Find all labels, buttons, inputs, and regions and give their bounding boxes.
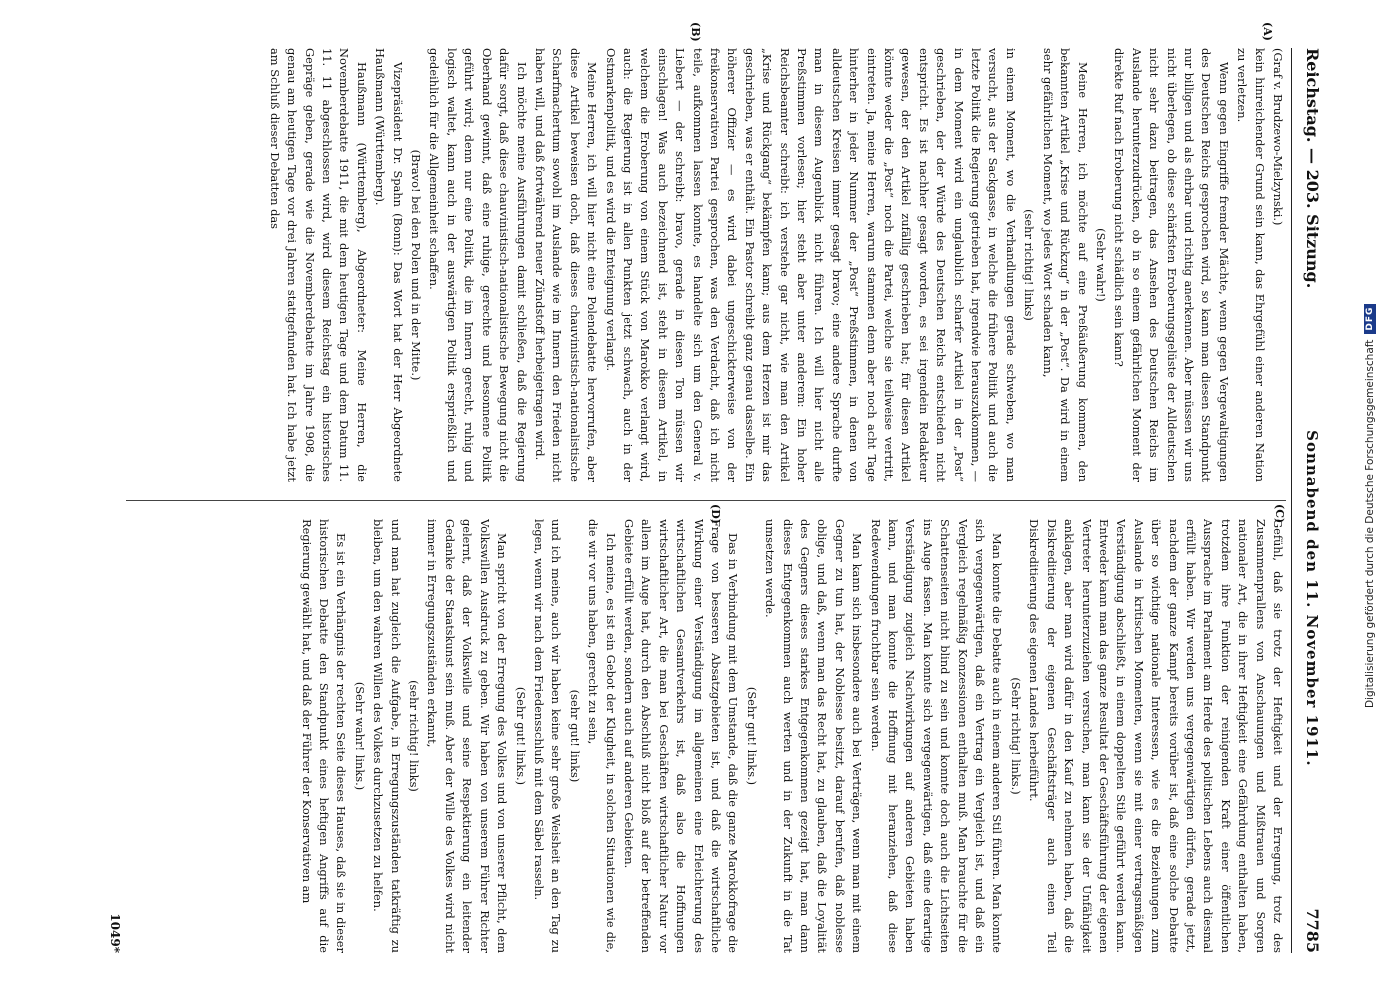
marker-c: (C) (1273, 504, 1286, 524)
paragraph: und ich meine, auch wir haben keine sehr große Weisheit an den Tag zu legen, wenn wir nach dem Friedensschluß mit dem Säbel rasseln. (531, 519, 564, 953)
right-column (126, 519, 1286, 953)
marker-a: (A) (1261, 22, 1274, 41)
paragraph: (Graf v. Brudzewo-Mielzynski.) (1271, 48, 1285, 226)
paragraph: Haußmann (Württemberg), Abgeordneter: Meine Herren, die Novemberdebatte 1911, die mit dem heutigen Tage und dem Datum 11. 11. 11 abgeschlossen wird, wird diesem Reichstag ein historisches Gepräge geben, gerade wie die Novemberdebatte im Jahre 1908, die genau am heutigen Tage vor drei Jahren stattgefunden hat. Ich habe jetzt am Schluß dieser Debatten das (267, 48, 369, 482)
side-note-text: Digitalisierung gefördert durch die Deutsche Forschungsgemeinschaft (1364, 339, 1376, 708)
dfg-logo: DFG (1364, 304, 1376, 334)
paragraph: Meine Herren, ich möchte auf eine Preßäußerung kommen, den bekannten Artikel „Krise und Rückzug“ in der „Post“. Da wird in einem sehr gefährlichen Moment, wo jedes Wort schaden kann, (1040, 48, 1090, 482)
paragraph: Wenn gegen Eingriffe fremder Mächte, wenn gegen Vergewaltigungen des Deutschen Reichs gesprochen wird, so kann man diesen Standpunkt nur billigen und als ehrbar und richtig anerkennen. Aber müssen wir uns nicht überlegen, ob diese schärfsten Eroberungsgelüste der Alldeutschen nicht sehr dazu beitragen, das Ansehen des Deutschen Reichs im Auslande herunterzudrücken, ob in so einem gefährlichen Moment der direkte Ruf nach Eroberung nicht schädlich sein kann? (1112, 48, 1231, 482)
column-divider (126, 500, 1286, 501)
paragraph: (sehr richtig! links) (1022, 209, 1037, 321)
side-note (1361, 8, 1379, 708)
paragraph: (sehr gut! links) (567, 689, 582, 783)
left-column (126, 48, 1286, 482)
paragraph: in einem Moment, wo die Verhandlungen gerade schweben, wo man versucht, aus der Sackgasse, in welche die frühere Politik und auch die letzte Politik die Regierung getrieben hat, irgendwie herauszukommen, — in dem Moment wird ein unglaublich scharfer Artikel in der „Post“ geschrieben, der der Würde des Deutschen Reichs entschieden nicht entspricht. Es ist nachher gesagt worden, es sei irgendein Redakteur gewesen, der den Artikel zufällig geschrieben hat; für diesen Artikel könnte weder die „Post“ noch die Partei, welche sie teilweise vertritt, eintreten. Ja, meine Herren, warum stammen denn aber noch acht Tage hinterher in jeder Nummer der „Post“ Preßstimmen, in denen von alldeutschen Kreisen immer gesagt bravo; eine andere Sprache durfte man in diesem Augenblick nicht führen. Ich will hier nicht alle Preßstimmen vorlesen; hier steht aber unter anderem: Ein hoher Reichsbeamter schreibt: ich verstehe gar nicht, wie man den Artikel „Krise und Rückgang“ bekämpfen kann; aus dem Herzen ist mir das geschrieben, was er enthält. Ein Pastor schreibt ganz genau dasselbe. Ein höherer Offizier — es wird dabei ungeschickterweise von der freikonservativen Partei gesprochen, was den Verdacht, daß ich nicht teile, aufkommen lassen konnte, es handelte sich um den General v. Liebert — der schreibt: bravo, gerade in diesen Ton müssen wir einschlagen! Was auch bezeichnend ist, steht in diesem Artikel, in welchem die Eroberung von einem Stück von Marokko verlangt wird, auch: die Regierung ist in allen Punkten jetzt schwach, auch in der Ostmarkenpolitik, und es wird die Enteignung verlangt. (603, 48, 1018, 482)
paragraph: Meine Herren, ich will hier nicht eine Polendebatte hervorrufen, aber diese Artikel beweisen doch, daß dieses chauvinistisch-nationalistische Scharfmachertum sowohl im Auslande wie im Innern den Frieden nicht haben will, und daß fortwährend neuer Zündstoff herbeigetragen wird. (532, 48, 600, 482)
text-columns (126, 48, 1286, 953)
paragraph: (Sehr wahr! links.) (352, 681, 367, 791)
paragraph: (sehr richtig! links) (407, 680, 422, 792)
footer-page-number: 1049* (108, 913, 122, 953)
paragraph: Man konnte die Debatte auch in einem anderen Stil führen. Man konnte sich vergegenwärtigen, daß ein Vertrag ein Vergleich ist, und daß ein Vergleich regelmäßig Konzessionen enthalten muß. Man brauchte für die Schattenseiten nicht blind zu sein und konnte doch auch die Lichtseiten ins Auge fassen. Man konnte sich vergegenwärtigen, daß eine derartige Verständigung zugleich Nachwirkungen auf anderen Gebieten haben kann, und man konnte die Hoffnung mit heranziehen, daß diese Redewendungen fruchtbar sein werden. (868, 519, 1005, 953)
paragraph: Vizepräsident Dr. Spahn (Bonn): Das Wort hat der Herr Abgeordnete Haußmann (Württemberg). (373, 48, 405, 482)
header-left: Reichstag. — 203. Sitzung. (1303, 48, 1322, 289)
paragraph: Ich möchte meine Ausführungen damit schließen, daß die Regierung dafür sorgt, daß diese chauvinistisch-nationalistische Bewegung nicht die Oberhand gewinnt, daß eine ruhige, gerechte und besonnene Politik geführt wird; denn nur eine Politik, die im Innern gerecht, ruhig und logisch waltet, kann auch in der auswärtigen Politik ersprießlich und gedeihlich für die Allgemeinheit schaffen. (427, 48, 529, 482)
paragraph: Gefühl, daß sie trotz der Heftigkeit und der Erregung, trotz des Zusammenprallens von Anschauungen und Mißtrauen und Sorgen nationaler Art, die in ihrer Heftigkeit eine Gefährdung enthalten haben, trotzdem ihre Funktion der reinigenden Kraft einer öffentlichen Aussprache im Parlament am Herde des politischen Lebens auch diesmal erfüllt haben. Wir werden uns vergegenwärtigen dürfen, gerade jetzt, nachdem der ganze Kampf bereits vorüber ist, daß eine solche Debatte über so wichtige nationale Interessen, wie es die Beziehungen zum Auslande in kritischen Momenten, wenn sie mit einer vertragsmäßigen Verständigung abschließt, in einem doppelten Stile geführt werden kann. Entweder kann man das ganze Resultat der Geschäftsführung der eigenen Vertreter herunterzuziehen versuchen, man kann sie der Unfähigkeit anklagen, aber man wird dafür in den Kauf zu nehmen haben, daß die Diskreditierung der eigenen Geschäftsträger auch einen Teil Diskreditierung des eigenen Landes herbeiführt. (1027, 519, 1285, 953)
page-number: 7785 (1303, 908, 1322, 953)
paragraph: und man hat zugleich die Aufgabe, in Erregungszuständen tatkräftig zu bleiben, um den wahren Willen des Volkes durchzusetzen zu helfen. (371, 519, 403, 953)
paragraph: Es ist ein Verhängnis der rechten Seite dieses Hauses, daß sie in dieser historischen Debatte den Standpunkt eines heftigen Angriffs auf die Regierung gewählt hat, und daß der Führer der Konservativen am (299, 519, 349, 953)
paragraph: kein hinreichender Grund sein kann, das Ehrgefühl einer anderen Nation zu verletzen. (1235, 48, 1267, 482)
paragraph: Ich meine, es ist ein Gebot der Klugheit, in solchen Situationen wie die, die wir vor uns haben, gerecht zu sein, (586, 519, 618, 953)
paragraph: Man spricht von der Erregung des Volkes und von unserer Pflicht, dem Volkswillen Ausdruck zu geben. Wir haben von unserem Führer Richter gelernt, daß der Volkswille und seine Respektierung ein leitender Gedanke der Staatskunst sein muß. Aber der Wille des Volkes wird nicht immer in Erregungszuständen erkannt, (425, 519, 510, 953)
document-page (92, 22, 1322, 953)
paragraph: (Sehr gut! links.) (513, 686, 528, 786)
paragraph: (Bravo! bei den Polen und in der Mitte.) (409, 149, 424, 381)
header-date: Sonnabend den 11. November 1911. (1303, 430, 1321, 767)
paragraph: (Sehr gut! links.) (744, 686, 759, 786)
paragraph: Man kann sich insbesondere auch bei Verträgen, wenn man mit einem Gegner zu tun hat, der Noblesse besitzt, darauf berufen, daß noblesse oblige, und daß, wenn man das Recht hat, zu glauben, daß die Loyalität des Gegners dieses starkes Entgegenkommen gezeigt hat, man dann dieses Entgegenkommen auch werten und in der Zukunft in die Tat umsetzen werde. (763, 519, 865, 953)
marker-d: (D) (709, 504, 722, 524)
paragraph: (Sehr richtig! links.) (1008, 677, 1023, 795)
paragraph: Das in Verbindung mit dem Umstande, daß die ganze Marokkofrage die Frage von besseren Absatzgebieten ist, und daß die wirtschaftliche Wirkung einer Verständigung im allgemeinen eine Erleichterung des wirtschaftlichen Gesamtverkehrs ist, daß also die Hoffnungen wirtschaftlicher Art, die man bei Geschäften wirtschaftlicher Natur vor allem im Auge hat, durch den Abschluß nicht bloß auf der betreffenden Gebiete erfüllt werden, sondern auch auf anderen Gebieten. (621, 519, 741, 953)
paragraph: (Sehr wahr!) (1093, 228, 1108, 302)
page-header (1291, 48, 1322, 953)
marker-b: (B) (689, 22, 702, 42)
